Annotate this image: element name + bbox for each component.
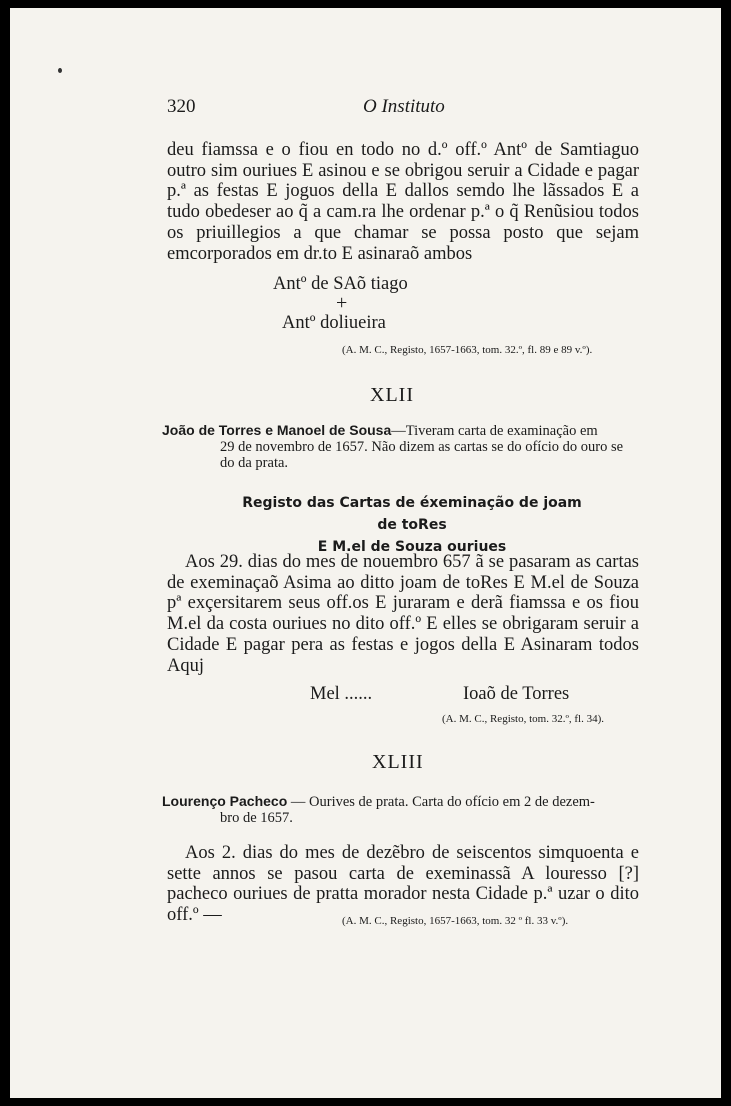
ink-speck [58, 68, 62, 73]
citation-3: (A. M. C., Registo, 1657-1663, tom. 32 º fl. 33 v.º). [342, 915, 569, 927]
citation-1: (A. M. C., Registo, 1657-1663, tom. 32.º, fl. 89 e 89 v.º). [342, 344, 593, 356]
signature-right: Ioaõ de Torres [463, 684, 570, 704]
signature-line-2: Antº doliueira [282, 313, 386, 333]
page-number: 320 [167, 96, 196, 117]
entry-summary-xlii [162, 422, 638, 471]
section-heading-xlii: XLII [370, 384, 414, 406]
registo-title [242, 492, 582, 558]
entry-text-rest: bro de 1657. [220, 810, 293, 826]
running-title: O Instituto [363, 96, 445, 117]
signature-line-1: Antº de SAõ tiago [273, 274, 408, 294]
registo-title-line-2: E M.el de Souza ouriues [317, 539, 507, 555]
registo-title-line-1: Registo das Cartas de éxeminação de joam de toRes [242, 495, 582, 533]
entry-summary-xliii [162, 793, 638, 826]
document-page [10, 8, 721, 1098]
entry-text-first: — Ourives de prata. Carta do ofício em 2 de dezem- [287, 794, 595, 810]
paragraph-xliii: Aos 2. dias do mes de dezẽbro de seiscentos simquoenta e sette annos se pasou carta de exeminassã A louresso [?] pacheco ouriues de pratta morador nesta Cidade p.ª uzar o dito off.º — [167, 843, 639, 926]
paragraph-xlii: Aos 29. dias do mes de nouembro 657 ã se pasaram as cartas de exeminaçaõ Asima ao ditto joam de toRes E M.el de Souza pª exçersitarem seus off.os E juraram e derã fiamssa e os fiou M.el da costa ouriues no dito off.º E elles se obrigaram seruir a Cidade E pagar pera as festas e jogos della E Asinaram todos Aquj [167, 552, 639, 676]
entry-text-first: —Tiveram carta de examinação em [391, 423, 598, 439]
signature-left: Mel ...... [310, 684, 373, 704]
section-heading-xliii: XLIII [372, 751, 424, 773]
signature-cross: + [336, 292, 348, 314]
entry-names: Lourenço Pacheco [162, 793, 288, 809]
entry-names: João de Torres e Manoel de Sousa [162, 422, 392, 438]
paragraph-continuation: deu fiamssa e o fiou en todo no d.º off.º Antº de Samtiaguo outro sim ouriues E asinou e se obrigou seruir a Cidade e pagar p.ª as festas E joguos della E dallos semdo lhe lãssados E a tudo obedeser ao q̃ a cam.ra lhe ordenar p.ª o q̃ Renũsiou todos os priuillegios a que chamar se possa posto que sejam emcorporados em dr.to E asinaraõ ambos [167, 140, 639, 264]
entry-text-rest: 29 de novembro de 1657. Não dizem as cartas se do ofício do ouro se do da prata. [220, 439, 624, 471]
citation-2: (A. M. C., Registo, tom. 32.º, fl. 34). [442, 713, 604, 725]
